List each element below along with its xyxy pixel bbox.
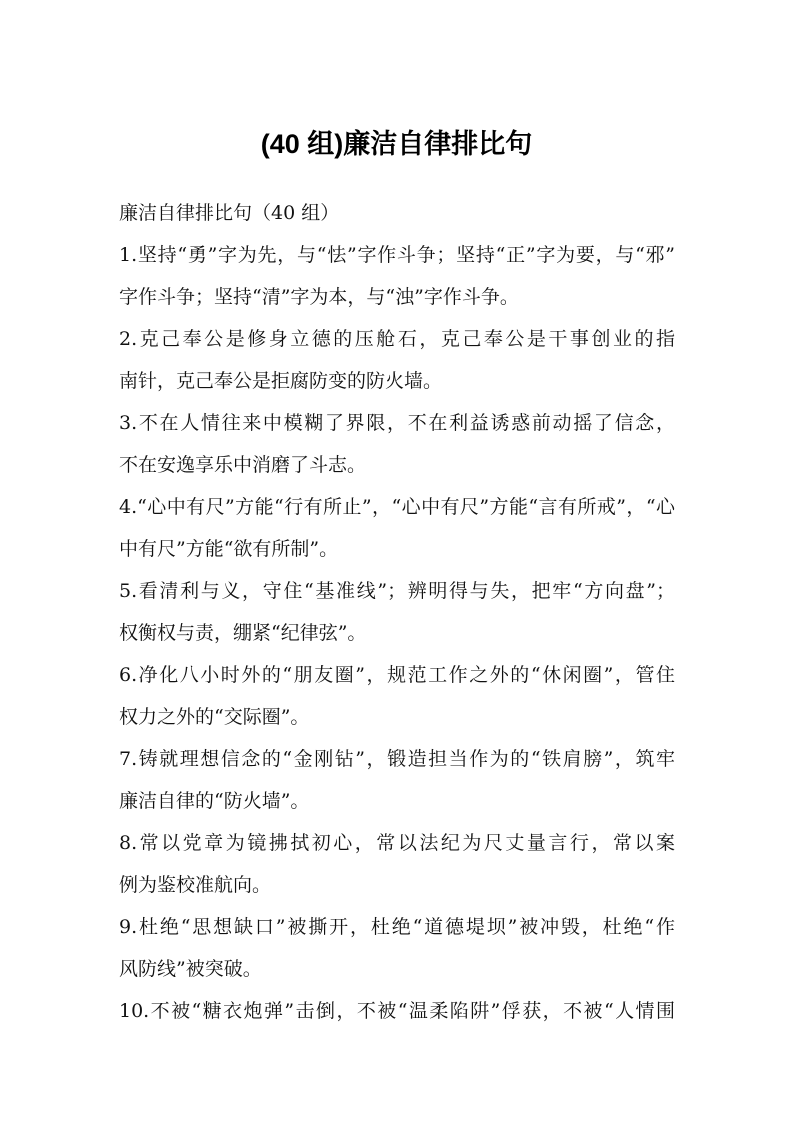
paragraph-line: 1.坚持“勇”字为先，与“怯”字作斗争；坚持“正”字为要，与“邪” bbox=[119, 244, 675, 266]
paragraph-line: 3.不在人情往来中模糊了界限，不在利益诱惑前动摇了信念， bbox=[119, 412, 675, 434]
paragraph-line: 中有尺”方能“欲有所制”。 bbox=[119, 538, 339, 560]
paragraph-line: 例为鉴校准航向。 bbox=[119, 874, 272, 896]
paragraph-line: 廉洁自律的“防火墙”。 bbox=[119, 790, 310, 812]
document-title: (40 组)廉洁自律排比句 bbox=[260, 129, 533, 159]
paragraph-line: 9.杜绝“思想缺口”被撕开，杜绝“道德堤坝”被冲毁，杜绝“作 bbox=[119, 916, 675, 938]
paragraph-line: 风防线”被突破。 bbox=[119, 958, 262, 980]
paragraph-line: 权力之外的“交际圈”。 bbox=[119, 706, 310, 728]
paragraph-line: 10.不被“糖衣炮弹”击倒，不被“温柔陷阱”俘获，不被“人情围 bbox=[119, 1000, 675, 1022]
paragraph-line: 8.常以党章为镜拂拭初心，常以法纪为尺丈量言行，常以案 bbox=[119, 832, 675, 854]
paragraph-line: 7.铸就理想信念的“金刚钻”，锻造担当作为的“铁肩膀”，筑牢 bbox=[119, 748, 675, 770]
paragraph-line: 6.净化八小时外的“朋友圈”，规范工作之外的“休闲圈”，管住 bbox=[119, 664, 675, 686]
paragraph-line: 5.看清利与义，守住“基准线”；辨明得与失，把牢“方向盘”； bbox=[119, 580, 675, 602]
paragraph-line: 2.克己奉公是修身立德的压舱石，克己奉公是干事创业的指 bbox=[119, 328, 675, 350]
document-body bbox=[119, 192, 675, 1032]
paragraph-line: 权衡权与责，绷紧“纪律弦”。 bbox=[119, 622, 367, 644]
paragraph-line: 不在安逸享乐中消磨了斗志。 bbox=[119, 454, 367, 476]
paragraph-line: 南针，克己奉公是拒腐防变的防火墙。 bbox=[119, 370, 443, 392]
paragraph-line: 4.“心中有尺”方能“行有所止”，“心中有尺”方能“言有所戒”，“心 bbox=[119, 496, 675, 518]
paragraph-line: 字作斗争；坚持“清”字为本，与“浊”字作斗争。 bbox=[119, 286, 519, 308]
subtitle-line: 廉洁自律排比句（40 组） bbox=[119, 202, 340, 224]
